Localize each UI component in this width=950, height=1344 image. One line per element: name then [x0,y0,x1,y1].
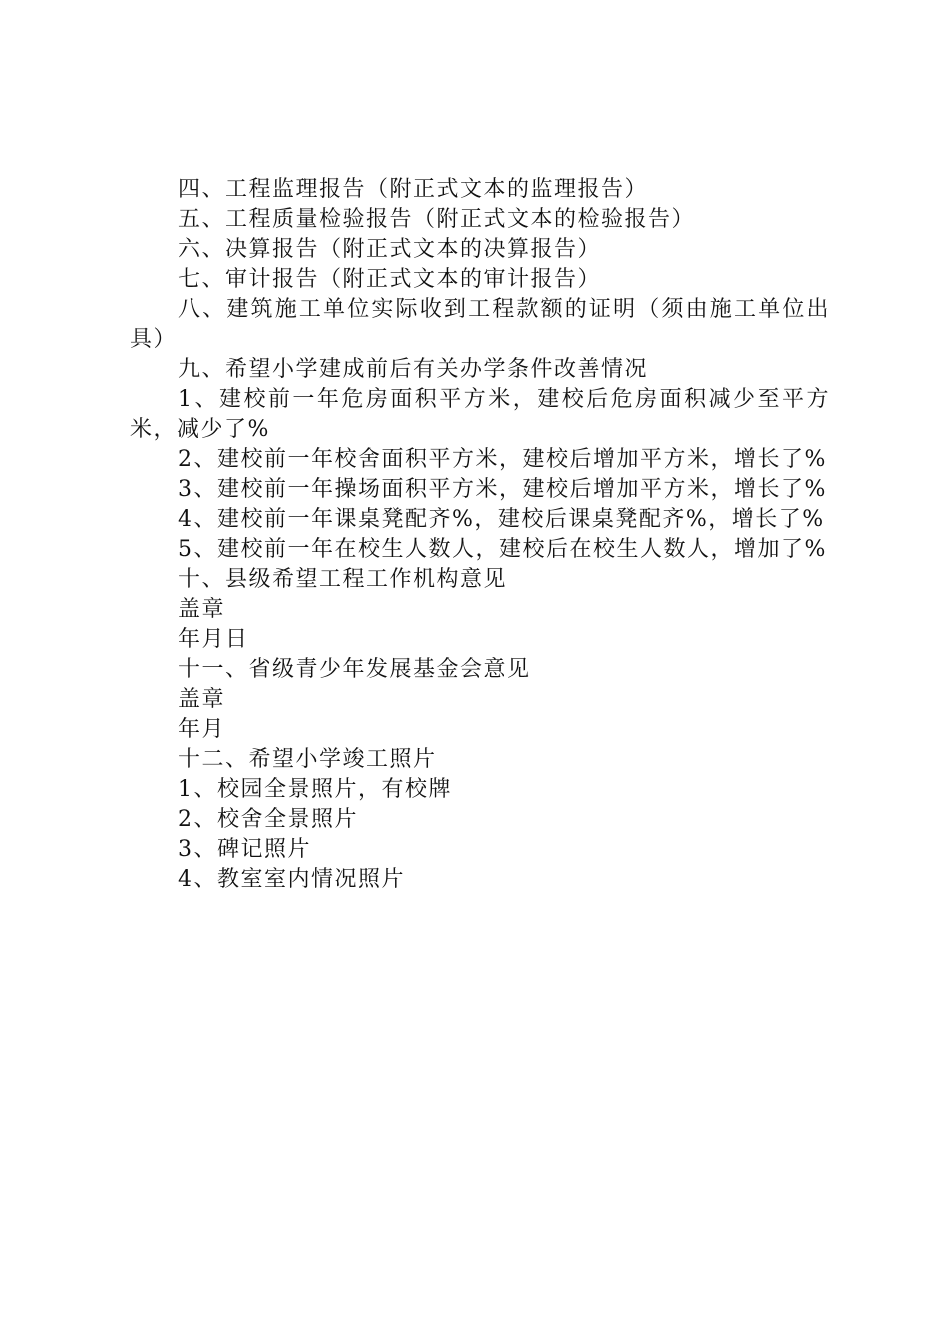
paragraph-item-dangerous-buildings: 1、建校前一年危房面积平方米，建校后危房面积减少至平方米，减少了% [130,387,830,442]
paragraph-provincial-opinion: 十一、省级青少年发展基金会意见 [178,657,531,682]
paragraph-seal-county: 盖章 [178,597,226,622]
paragraph-audit-report: 七、审计报告（附正式文本的审计报告） [178,267,602,292]
paragraph-item-students: 5、建校前一年在校生人数人，建校后在校生人数人，增加了% [178,537,827,562]
paragraph-item-playground: 3、建校前一年操场面积平方米，建校后增加平方米，增长了% [178,477,827,502]
paragraph-date-provincial: 年月 [178,717,226,742]
paragraph-payment-certificate: 八、建筑施工单位实际收到工程款额的证明（须由施工单位出具） [130,297,830,352]
document-body [130,175,830,895]
paragraph-seal-provincial: 盖章 [178,687,226,712]
paragraph-quality-inspection-report: 五、工程质量检验报告（附正式文本的检验报告） [178,207,696,232]
paragraph-photo-buildings: 2、校舍全景照片 [178,807,358,832]
paragraph-final-accounts-report: 六、决算报告（附正式文本的决算报告） [178,237,602,262]
paragraph-photo-classroom: 4、教室室内情况照片 [178,867,405,892]
paragraph-county-opinion: 十、县级希望工程工作机构意见 [178,567,508,592]
paragraph-completion-photos: 十二、希望小学竣工照片 [178,747,437,772]
paragraph-supervision-report: 四、工程监理报告（附正式文本的监理报告） [178,177,649,202]
paragraph-item-desks: 4、建校前一年课桌凳配齐%，建校后课桌凳配齐%，增长了% [178,507,825,532]
paragraph-conditions-improvement: 九、希望小学建成前后有关办学条件改善情况 [178,357,649,382]
paragraph-photo-monument: 3、碑记照片 [178,837,311,862]
paragraph-item-school-buildings: 2、建校前一年校舍面积平方米，建校后增加平方米，增长了% [178,447,827,472]
paragraph-photo-campus: 1、校园全景照片，有校牌 [178,777,452,802]
paragraph-date-county: 年月日 [178,627,249,652]
